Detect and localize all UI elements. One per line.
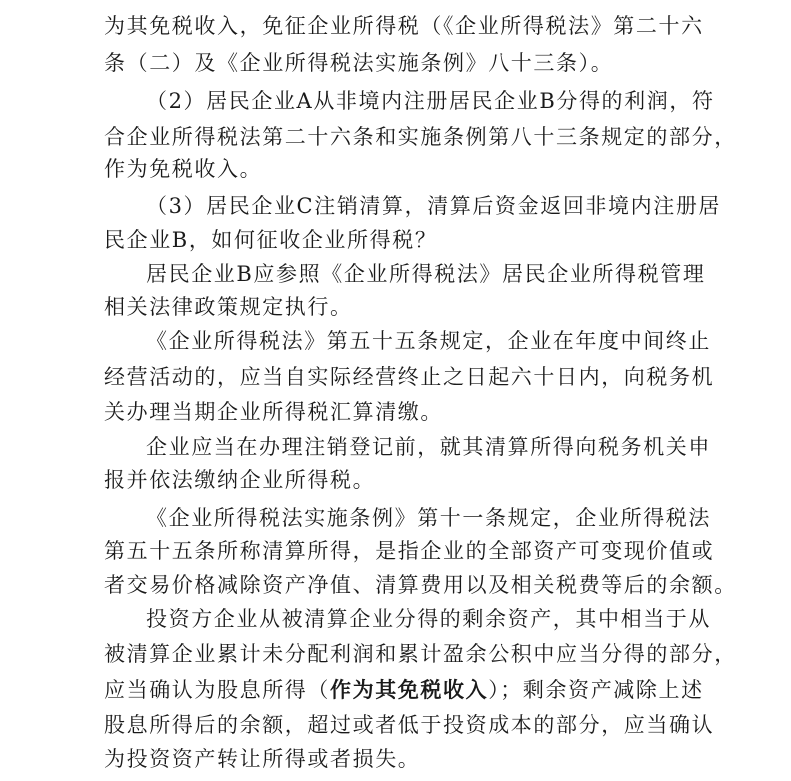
text-line: 第五十五条所称清算所得，是指企业的全部资产可变现价值或 [104,539,715,563]
text-line: 关办理当期企业所得税汇算清缴。 [104,400,443,424]
text-line: 民企业B，如何征收企业所得税？ [104,228,438,252]
text-line: 被清算企业累计未分配利润和累计盈余公积中应当分得的部分， [104,642,737,666]
text-line: 《企业所得税法》第五十五条规定，企业在年度中间终止 [146,329,711,353]
text-line: 为其免税收入，免征企业所得税（《企业所得税法》第二十六 [104,14,704,38]
text-segment: ）；剩余资产减除上述 [488,678,704,702]
text-line: 报并依法缴纳企业所得税。 [104,468,376,492]
text-line: 条（二）及《企业所得税法实施条例》八十三条）。 [104,51,614,75]
text-line: 投资方企业从被清算企业分得的剩余资产，其中相当于从 [146,607,711,631]
text-line: 合企业所得税法第二十六条和实施条例第八十三条规定的部分， [104,125,737,149]
text-line: 《企业所得税法实施条例》第十一条规定，企业所得税法 [146,506,711,530]
text-line: 作为免税收入。 [104,157,263,181]
text-line: 者交易价格减除资产净值、清算费用以及相关税费等后的余额。 [104,573,737,597]
bold-emphasis: 作为其免税收入 [330,678,489,702]
text-line: （2）居民企业A从非境内注册居民企业B分得的利润，符 [146,89,715,113]
text-line: （3）居民企业C注销清算，清算后资金返回非境内注册居 [146,194,722,218]
text-line: 为投资资产转让所得或者损失。 [104,747,421,771]
text-line [104,676,704,704]
text-line: 企业应当在办理注销登记前，就其清算所得向税务机关申 [146,435,711,459]
text-segment: 应当确认为股息所得（ [104,678,330,702]
text-line: 居民企业B应参照《企业所得税法》居民企业所得税管理 [146,262,706,286]
text-line: 相关法律政策规定执行。 [104,295,353,319]
text-line: 股息所得后的余额，超过或者低于投资成本的部分，应当确认 [104,713,715,737]
text-line: 经营活动的，应当自实际经营终止之日起六十日内，向税务机 [104,365,715,389]
